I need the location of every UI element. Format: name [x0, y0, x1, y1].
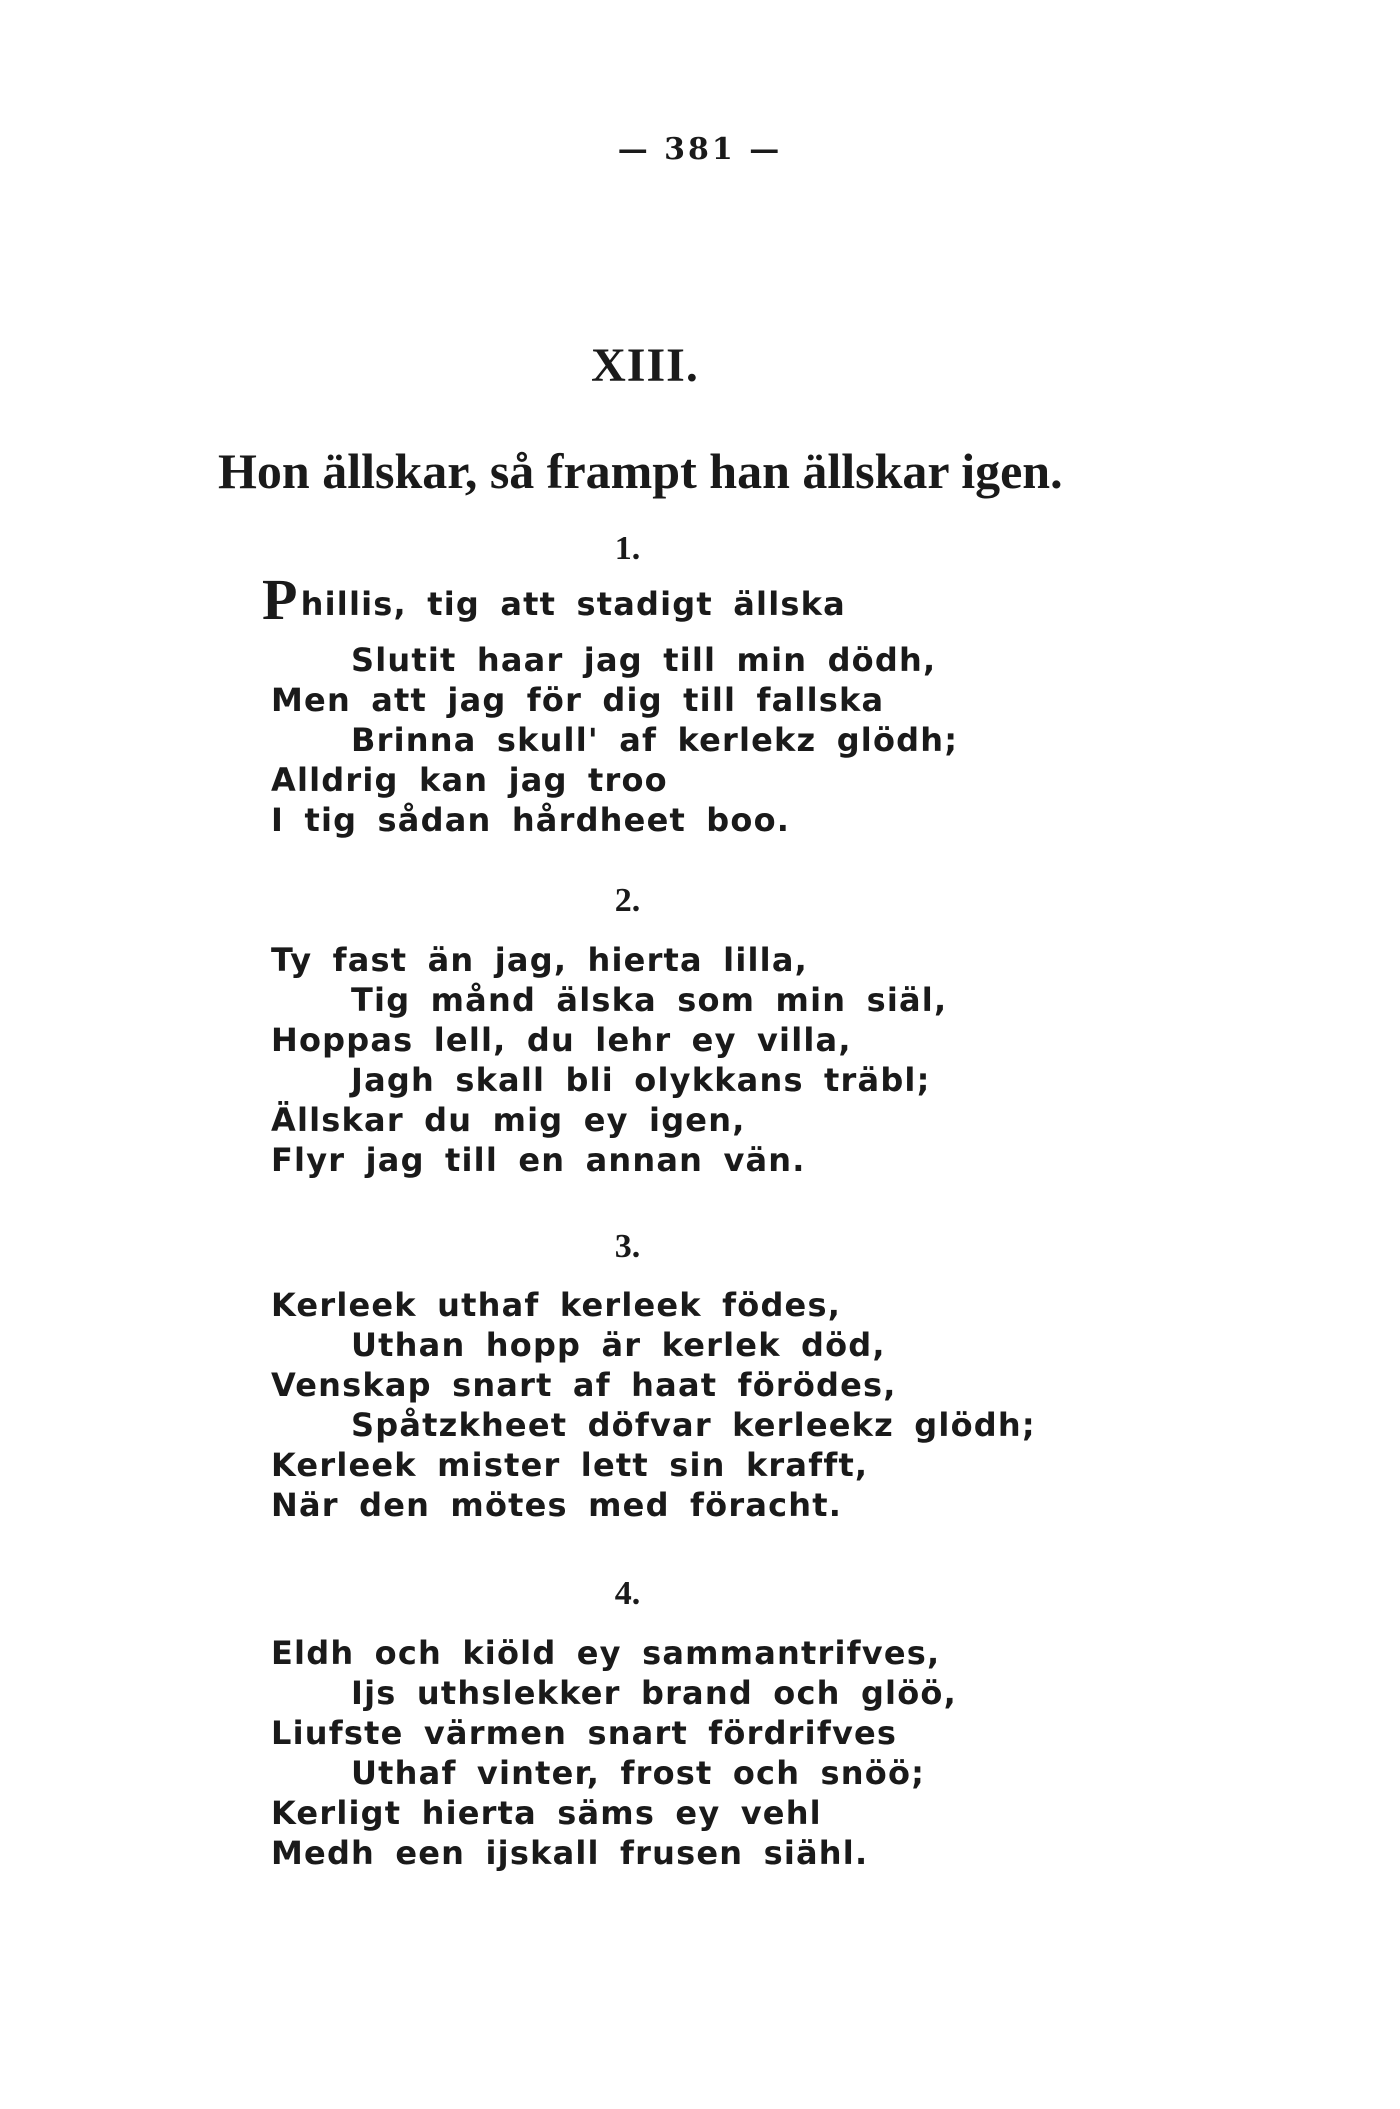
verse-line: Ijs uthslekker brand och glöö, — [351, 1674, 957, 1712]
verse-line: Venskap snart af haat förödes, — [271, 1366, 897, 1404]
verse-line: Tig månd älska som min siäl, — [351, 981, 948, 1019]
verse-line: Uthaf vinter, frost och snöö; — [351, 1754, 926, 1792]
poem-title: Hon ällskar, så frampt han ällskar igen. — [218, 443, 1063, 499]
verse-line-text: hillis, tig att stadigt ällska — [300, 585, 846, 623]
verse-line: Slutit haar jag till min dödh, — [351, 641, 937, 679]
verse-line: Hoppas lell, du lehr ey villa, — [271, 1021, 852, 1059]
verse-line: Kerleek uthaf kerleek födes, — [271, 1286, 842, 1324]
verse-line: Ällskar du mig ey igen, — [271, 1101, 746, 1139]
verse-line: Uthan hopp är kerlek död, — [351, 1326, 886, 1364]
stanza-number: 1. — [614, 530, 641, 567]
verse-line: Ty fast än jag, hierta lilla, — [271, 941, 809, 979]
stanza-number: 2. — [614, 882, 641, 919]
verse-line: Kerligt hierta säms ey vehl — [271, 1794, 822, 1832]
chapter-numeral: XIII. — [591, 339, 699, 392]
verse-line: Brinna skull' af kerlekz glödh; — [351, 721, 959, 759]
verse-line: När den mötes med föracht. — [271, 1486, 843, 1524]
verse-line: Kerleek mister lett sin krafft, — [271, 1446, 869, 1484]
page-number: — 381 — — [617, 132, 783, 167]
verse-line: Alldrig kan jag troo — [271, 761, 668, 799]
verse-line: Jagh skall bli olykkans träbl; — [351, 1061, 931, 1099]
stanza-number: 4. — [614, 1575, 641, 1612]
verse-line — [262, 567, 846, 632]
verse-line: Medh een ijskall frusen siähl. — [271, 1834, 869, 1872]
drop-cap: P — [262, 567, 299, 632]
verse-line: Flyr jag till en annan vän. — [271, 1141, 806, 1179]
verse-line: I tig sådan hårdheet boo. — [271, 801, 791, 839]
verse-line: Spåtzkheet döfvar kerleekz glödh; — [351, 1406, 1036, 1444]
verse-line: Eldh och kiöld ey sammantrifves, — [271, 1634, 941, 1672]
stanza-number: 3. — [614, 1228, 641, 1265]
verse-line: Liufste värmen snart fördrifves — [271, 1714, 898, 1752]
verse-line: Men att jag för dig till fallska — [271, 681, 885, 719]
